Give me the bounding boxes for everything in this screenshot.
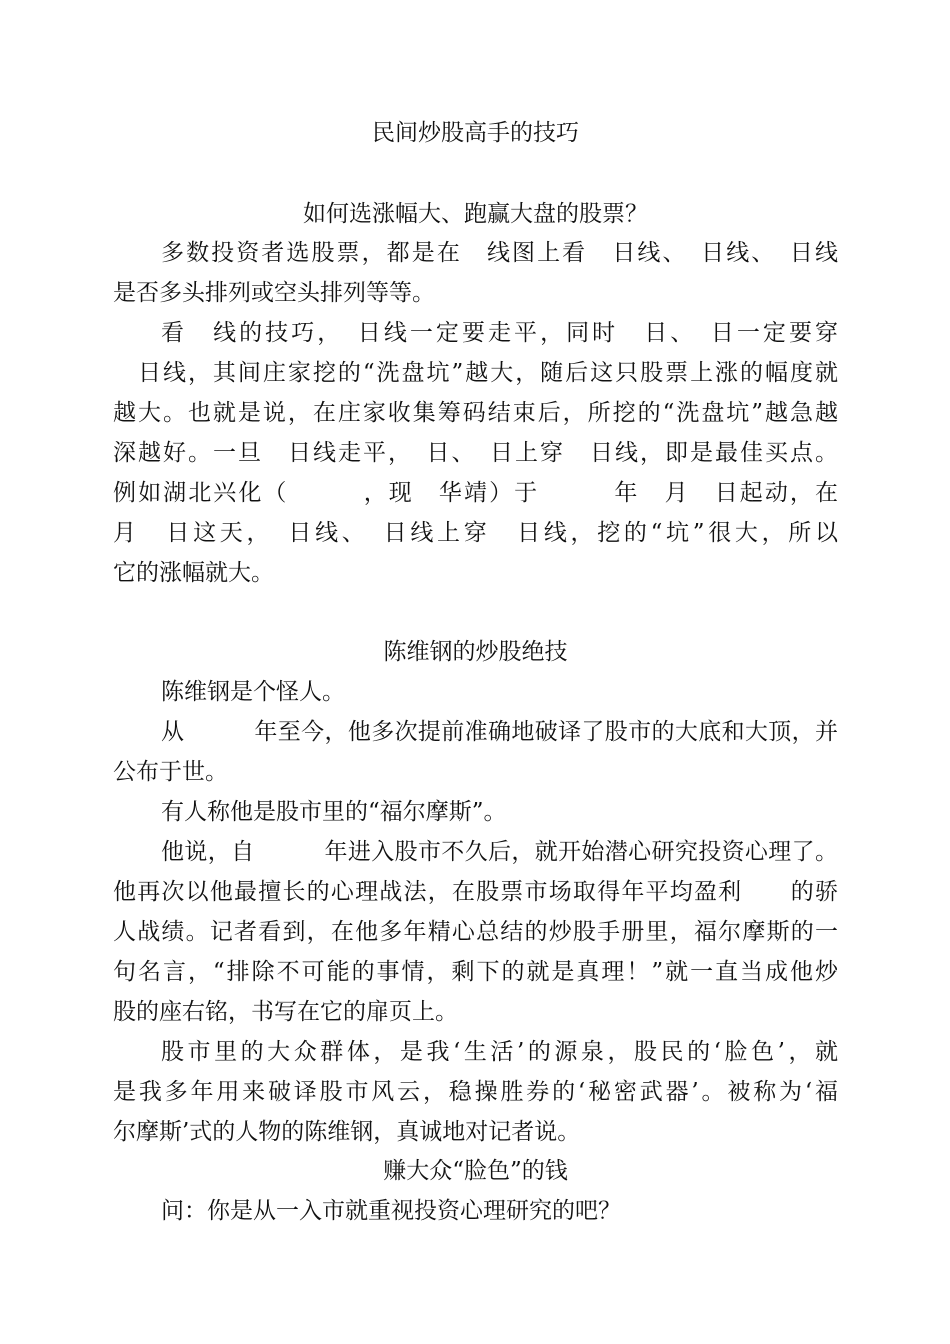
paragraph-line: 日线，其间庄家挖的“洗盘坑”越大，随后这只股票上涨的幅度就 [113, 360, 838, 386]
interview-subheading: 赚大众“脸色”的钱 [383, 1158, 568, 1184]
paragraph-line: 股市里的大众群体，是我‘生活’的源泉，股民的‘脸色’，就 [161, 1039, 838, 1065]
paragraph-line: 越大。也就是说，在庄家收集筹码结束后，所挖的“洗盘坑”越急越 [113, 400, 838, 426]
paragraph-line: 公布于世。 [113, 759, 228, 785]
paragraph-line: 从 年至今，他多次提前准确地破译了股市的大底和大顶，并 [161, 719, 838, 745]
paragraph-line: 是我多年用来破译股市风云，稳操胜券的‘秘密武器’。被称为‘福 [113, 1079, 838, 1105]
section-heading-stock-picking: 如何选涨幅大、跑赢大盘的股票？ [303, 201, 648, 227]
paragraph-line: 看 线的技巧， 日线一定要走平，同时 日、 日一定要穿 [161, 320, 838, 346]
paragraph-line: 尔摩斯’式的人物的陈维钢，真诚地对记者说。 [113, 1119, 581, 1145]
paragraph-line: 例如湖北兴化（ ，现 华靖）于 年 月 日起动，在 [113, 480, 861, 506]
section-heading-chen-weigang: 陈维钢的炒股绝技 [383, 639, 568, 665]
paragraph-line: 句名言，“排除不可能的事情，剩下的就是真理！”就一直当成他炒 [113, 959, 838, 985]
paragraph-line: 月 日这天， 日线、 日线上穿 日线，挖的“坑”很大，所以 [113, 520, 838, 546]
paragraph-line: 他再次以他最擅长的心理战法，在股票市场取得年平均盈利 的骄 [113, 879, 838, 905]
paragraph-line: 人战绩。记者看到，在他多年精心总结的炒股手册里，福尔摩斯的一 [113, 919, 838, 945]
paragraph-line: 它的涨幅就大。 [113, 560, 274, 586]
paragraph-line: 是否多头排列或空头排列等等。 [113, 280, 435, 306]
paragraph-line: 多数投资者选股票，都是在 线图上看 日线、 日线、 日线 [161, 240, 838, 266]
paragraph-line: 有人称他是股市里的“福尔摩斯”。 [161, 799, 507, 825]
paragraph-line: 股的座右铭，书写在它的扉页上。 [113, 999, 458, 1025]
paragraph-line: 深越好。一旦 日线走平， 日、 日上穿 日线，即是最佳买点。 [113, 440, 838, 466]
interview-question: 问：你是从一入市就重视投资心理研究的吧？ [161, 1198, 621, 1224]
document-title: 民间炒股高手的技巧 [372, 120, 579, 146]
paragraph-line: 他说，自 年进入股市不久后，就开始潜心研究投资心理了。 [161, 839, 838, 865]
paragraph-line: 陈维钢是个怪人。 [161, 679, 345, 705]
